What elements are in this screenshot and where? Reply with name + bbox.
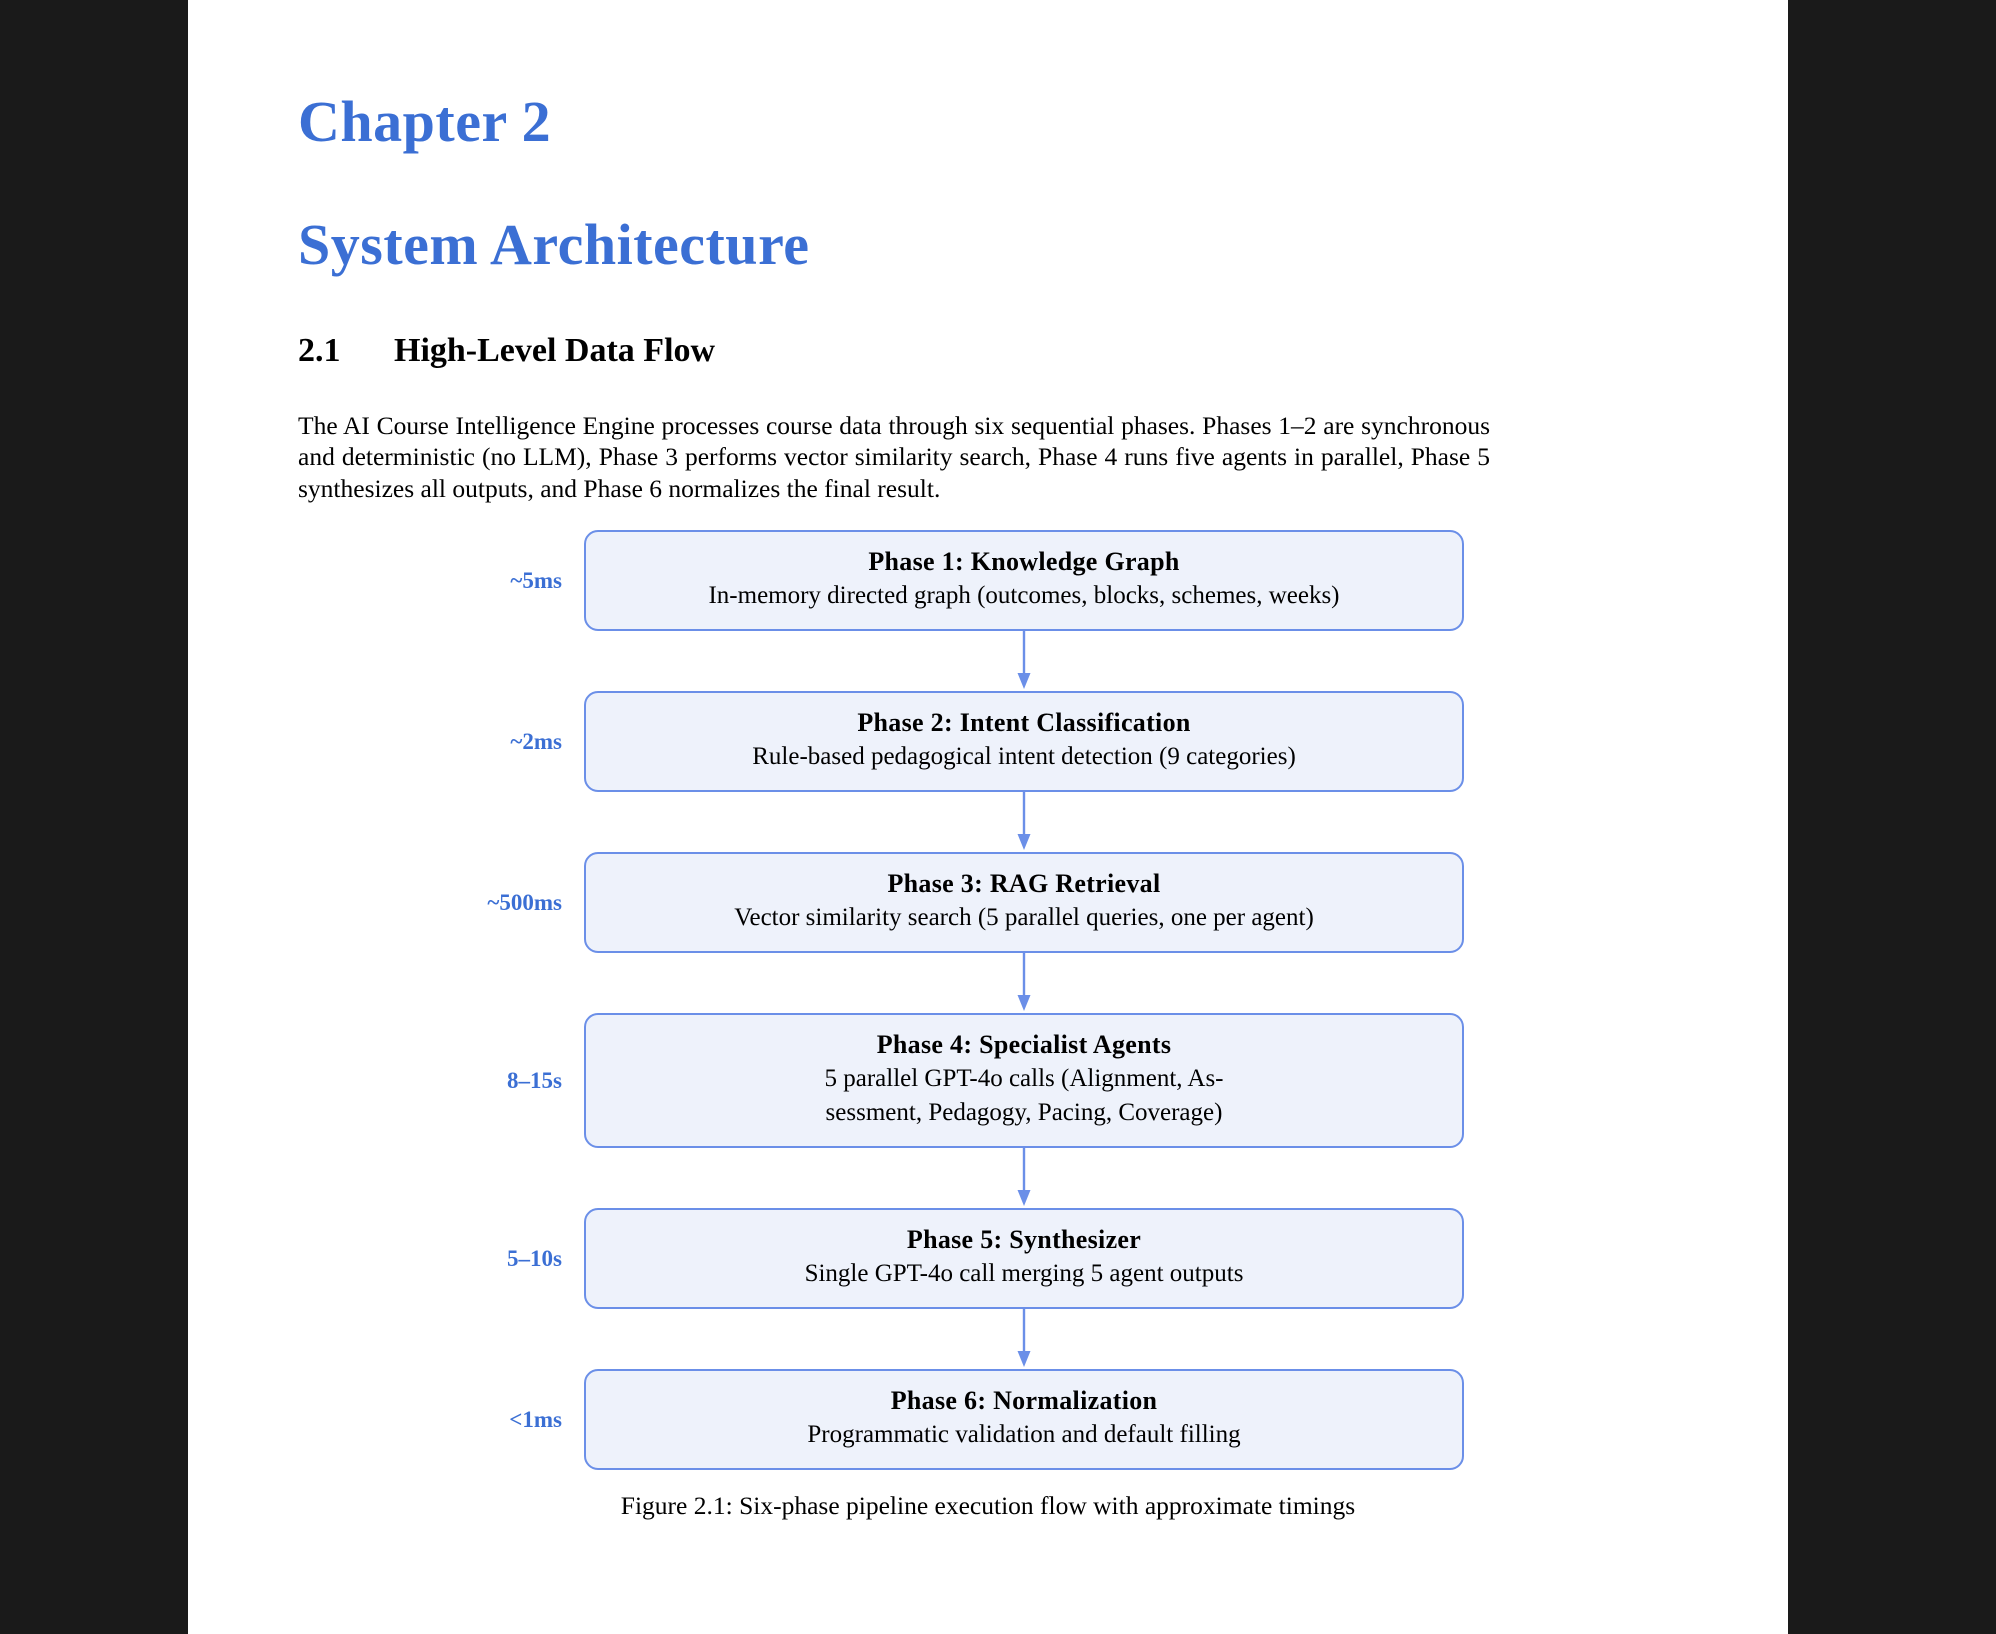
down-arrow-icon — [1012, 1309, 1036, 1369]
chapter-title: System Architecture — [298, 211, 810, 277]
timing-label-phase-6: <1ms — [509, 1406, 562, 1432]
arrow-phase-2-to-3 — [584, 792, 1464, 852]
timing-label-phase-4: 8–15s — [507, 1067, 562, 1093]
node-desc-phase-3 — [608, 901, 1440, 935]
node-desc-line1-phase-1: In-memory directed graph (outcomes, blocks, schemes, weeks) — [708, 582, 1340, 610]
node-title-phase-6: Phase 6: Normalization — [890, 1386, 1158, 1416]
node-phase-3[interactable] — [584, 852, 1464, 953]
section-heading — [298, 276, 1678, 372]
timing-label-phase-3: ~500ms — [487, 889, 562, 915]
figure-caption: Figure 2.1: Six-phase pipeline execution flow with approximate timings — [620, 1491, 1356, 1521]
pipeline-flowchart — [298, 530, 1678, 1470]
arrow-phase-1-to-2 — [584, 631, 1464, 691]
flow-row-phase-2 — [298, 691, 1678, 792]
node-desc-phase-1 — [608, 579, 1440, 613]
arrow-phase-3-to-4 — [584, 953, 1464, 1013]
document-page — [188, 0, 1788, 1634]
flow-row-phase-1 — [298, 530, 1678, 631]
node-title-phase-3: Phase 3: RAG Retrieval — [887, 869, 1161, 899]
node-title-phase-1: Phase 1: Knowledge Graph — [868, 547, 1180, 577]
node-desc-line1-phase-4: 5 parallel GPT-4o calls (Alignment, As- — [824, 1065, 1224, 1093]
node-phase-1[interactable] — [584, 530, 1464, 631]
timing-label-phase-5: 5–10s — [507, 1245, 562, 1271]
node-desc-line1-phase-2: Rule-based pedagogical intent detection (9 categories) — [752, 743, 1296, 771]
flow-row-phase-3 — [298, 852, 1678, 953]
node-phase-5[interactable] — [584, 1208, 1464, 1309]
timing-label-phase-1: ~5ms — [510, 567, 562, 593]
intro-paragraph: The AI Course Intelligence Engine processes course data through six sequential phases. Phases 1–2 are synchronous and deterministic (no LLM), Phase 3 performs vector similarity search, Phase 4 runs five agents in parallel, Phase 5 synthesizes all outputs, and Phase 6 normalizes the final result. — [298, 410, 1490, 503]
node-desc-line2-phase-4: sessment, Pedagogy, Pacing, Coverage) — [825, 1099, 1223, 1127]
section-title: High-Level Data Flow — [394, 331, 716, 369]
node-phase-6[interactable] — [584, 1369, 1464, 1470]
node-desc-phase-4 — [608, 1062, 1440, 1130]
node-desc-line1-phase-3: Vector similarity search (5 parallel queries, one per agent) — [734, 904, 1314, 932]
node-title-phase-5: Phase 5: Synthesizer — [906, 1225, 1142, 1255]
page-content — [298, 0, 1678, 1522]
down-arrow-icon — [1012, 792, 1036, 852]
node-desc-phase-6 — [608, 1418, 1440, 1452]
flow-row-phase-4 — [298, 1013, 1678, 1148]
node-desc-line1-phase-5: Single GPT-4o call merging 5 agent outputs — [804, 1260, 1244, 1288]
figure-2-1 — [298, 504, 1678, 1522]
arrow-phase-4-to-5 — [584, 1148, 1464, 1208]
node-phase-2[interactable] — [584, 691, 1464, 792]
arrow-phase-5-to-6 — [584, 1309, 1464, 1369]
down-arrow-icon — [1012, 953, 1036, 1013]
node-phase-4[interactable] — [584, 1013, 1464, 1148]
node-desc-phase-2 — [608, 740, 1440, 774]
node-desc-phase-5 — [608, 1257, 1440, 1291]
node-title-phase-2: Phase 2: Intent Classification — [857, 708, 1191, 738]
down-arrow-icon — [1012, 631, 1036, 691]
flow-row-phase-5 — [298, 1208, 1678, 1309]
node-title-phase-4: Phase 4: Specialist Agents — [876, 1030, 1172, 1060]
chapter-label: Chapter 2 — [298, 89, 552, 154]
down-arrow-icon — [1012, 1148, 1036, 1208]
flow-row-phase-6 — [298, 1369, 1678, 1470]
section-number: 2.1 — [298, 331, 341, 369]
timing-label-phase-2: ~2ms — [510, 728, 562, 754]
node-desc-line1-phase-6: Programmatic validation and default filling — [807, 1421, 1241, 1449]
